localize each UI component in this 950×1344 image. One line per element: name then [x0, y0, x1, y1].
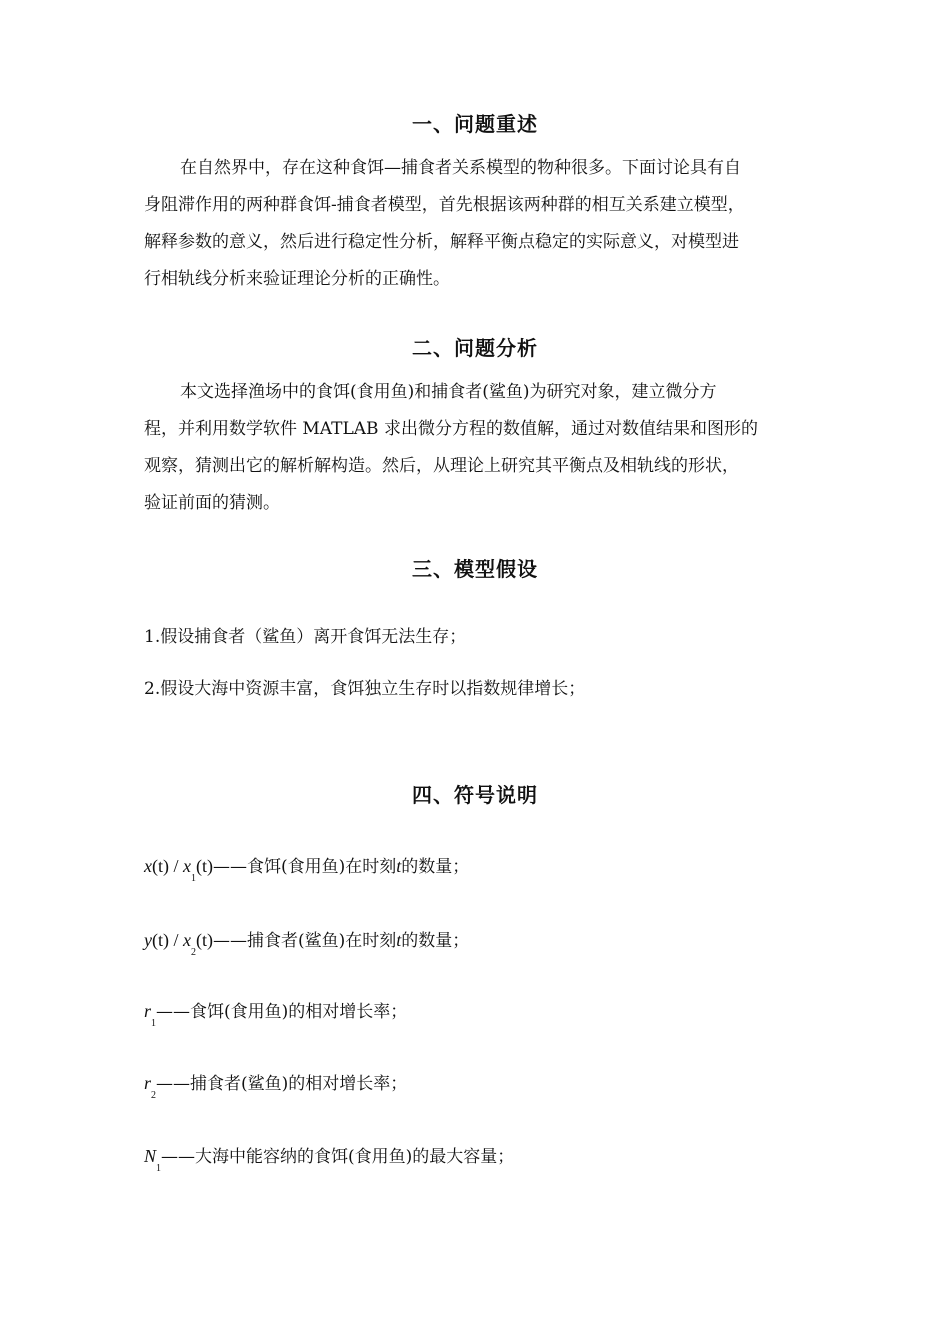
- section-1-paragraph: [144, 150, 808, 298]
- symbol-subscript: 2: [191, 947, 196, 958]
- symbol-description: ——大海中能容纳的食饵(食用鱼)的最大容量；: [161, 1147, 515, 1167]
- paragraph-line: 验证前面的猜测。: [144, 493, 280, 513]
- paragraph-line: 解释参数的意义，然后进行稳定性分析，解释平衡点稳定的实际意义，对模型进: [144, 232, 739, 252]
- paragraph-line: 本文选择渔场中的食饵(食用鱼)和捕食者(鲨鱼)为研究对象，建立微分方: [180, 382, 717, 402]
- paragraph-line: 在自然界中，存在这种食饵—捕食者关系模型的物种很多。下面讨论具有自: [180, 158, 741, 178]
- symbol-subscript: 2: [151, 1090, 157, 1101]
- symbol-description: 的数量；: [401, 857, 470, 877]
- symbol-name: x: [144, 856, 152, 876]
- symbol-definition-1: [144, 852, 470, 884]
- symbol-name: N: [144, 1146, 157, 1166]
- section-heading-2: 二、问题分析: [412, 336, 538, 360]
- section-2-paragraph: [144, 374, 808, 522]
- paragraph-line: 身阻滞作用的两种群食饵-捕食者模型，首先根据该两种群的相互关系建立模型，: [144, 195, 745, 215]
- symbol-description: 的数量；: [401, 931, 470, 951]
- symbol-definition-3: [144, 997, 408, 1029]
- symbol-argument: (t) /: [152, 856, 183, 876]
- symbol-variable: t: [396, 856, 402, 876]
- section-heading-4: 四、符号说明: [412, 783, 538, 807]
- symbol-name: x: [183, 930, 191, 950]
- symbol-subscript: 1: [191, 873, 196, 884]
- section-heading-1: 一、问题重述: [412, 112, 538, 136]
- symbol-argument: (t): [196, 856, 213, 876]
- symbol-name: y: [144, 930, 152, 950]
- symbol-subscript: 1: [151, 1018, 157, 1029]
- symbol-definition-2: [144, 926, 470, 958]
- assumption-item-2: 2.假设大海中资源丰富，食饵独立生存时以指数规律增长；: [144, 679, 586, 699]
- symbol-definition-5: [144, 1142, 515, 1174]
- symbol-argument: (t) /: [152, 930, 183, 950]
- section-heading-3: 三、模型假设: [412, 557, 538, 581]
- symbol-description: ——食饵(食用鱼)在时刻: [213, 857, 397, 877]
- paragraph-line: 程，并利用数学软件 MATLAB 求出微分方程的数值解，通过对数值结果和图形的: [144, 419, 758, 439]
- paragraph-line: 行相轨线分析来验证理论分析的正确性。: [144, 269, 450, 289]
- symbol-description: ——捕食者(鲨鱼)的相对增长率；: [156, 1074, 408, 1094]
- symbol-name: x: [183, 856, 191, 876]
- symbol-definition-4: [144, 1069, 408, 1101]
- paragraph-line: 观察，猜测出它的解析解构造。然后，从理论上研究其平衡点及相轨线的形状，: [144, 456, 739, 476]
- symbol-name: r: [144, 1001, 152, 1021]
- symbol-variable: t: [396, 930, 402, 950]
- symbol-description: ——捕食者(鲨鱼)在时刻: [213, 931, 397, 951]
- symbol-name: r: [144, 1073, 152, 1093]
- symbol-argument: (t): [196, 930, 213, 950]
- assumption-item-1: 1.假设捕食者（鲨鱼）离开食饵无法生存；: [144, 627, 467, 647]
- symbol-description: ——食饵(食用鱼)的相对增长率；: [156, 1002, 408, 1022]
- symbol-subscript: 1: [156, 1163, 162, 1174]
